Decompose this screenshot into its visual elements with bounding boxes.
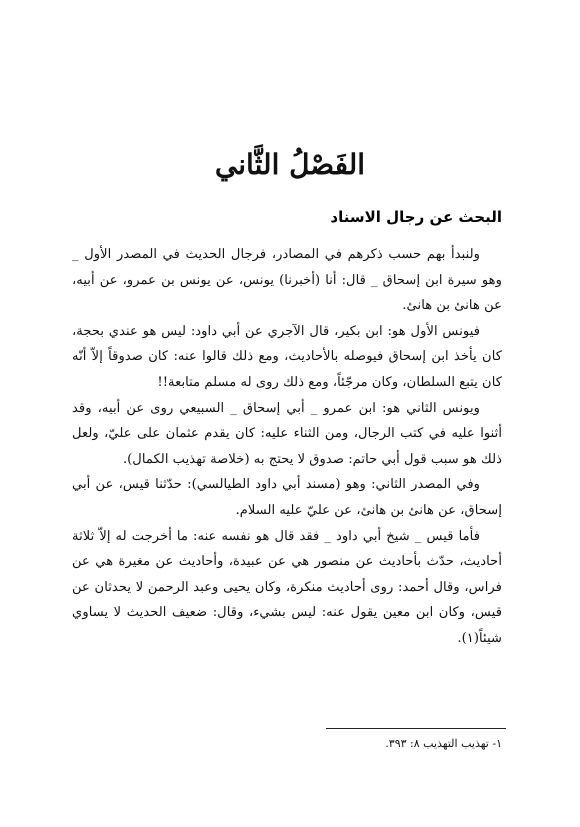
footnote-divider bbox=[326, 728, 506, 729]
paragraph-3: ويونس الثاني هو: ابن عمرو _ أبي إسحاق _ السبيعي روى عن أبيه، وقد أثنوا عليه في كتب الرجال، ومن الثناء عليه: كان يقدم عثمان على عليّ، ولعل ذلك هو سبب قول أبي حاتم: صدوق لا يحتج به (خلاصة تهذيب الكمال). bbox=[72, 400, 502, 467]
chapter-title: الفَصْلُ الثَّاني bbox=[214, 148, 366, 181]
paragraph-5: فأما قيس _ شيخ أبي داود _ فقد قال هو نفسه عنه: ما أخرجت له إلاّ ثلاثة أحاديث، حدّث بأحاديث عن منصور هي عن عبيدة، وأحاديث عن مغيرة هي عن فراس، وقال أحمد: روى أحاديث منكرة، وكان يحيى وعبد الرحمن لا يحدثان عن قيس، وكان ابن معين يقول عنه: ليس بشيء، وقال: ضعيف الحديث لا يساوي شيئاً(١). bbox=[72, 528, 502, 646]
paragraph-4: وفي المصدر الثاني: وهو (مسند أبي داود الطيالسي): حدّثنا قيس، عن أبي إسحاق، عن هانئ بن هانئ، عن عليّ عليه السلام. bbox=[72, 477, 502, 518]
body-text bbox=[72, 242, 502, 652]
paragraph-2: فيونس الأول هو: ابن بكير، قال الآجري عن أبي داود: ليس هو عندي بحجة، كان يأخذ ابن إسحاق فيوصله بالأحاديث، ومع ذلك قالوا عنه: كان صدوقاً إلاّ أنّه كان يتبع السلطان، وكان مرجّئاً، ومع ذلك روى له مسلم متابعة!! bbox=[72, 323, 502, 390]
footnote: ١- تهذيب التهذيب ٨: ٣٩٣. bbox=[385, 737, 502, 750]
section-heading: البحث عن رجال الاسناد bbox=[330, 208, 502, 226]
paragraph-1: ولنبدأ بهم حسب ذكرهم في المصادر، فرجال الحديث في المصدر الأول _ وهو سيرة ابن إسحاق _ قال: أنا (أخبرنا) يونس، عن يونس بن عمرو، عن أبيه، عن هانئ بن هانئ. bbox=[72, 247, 502, 314]
